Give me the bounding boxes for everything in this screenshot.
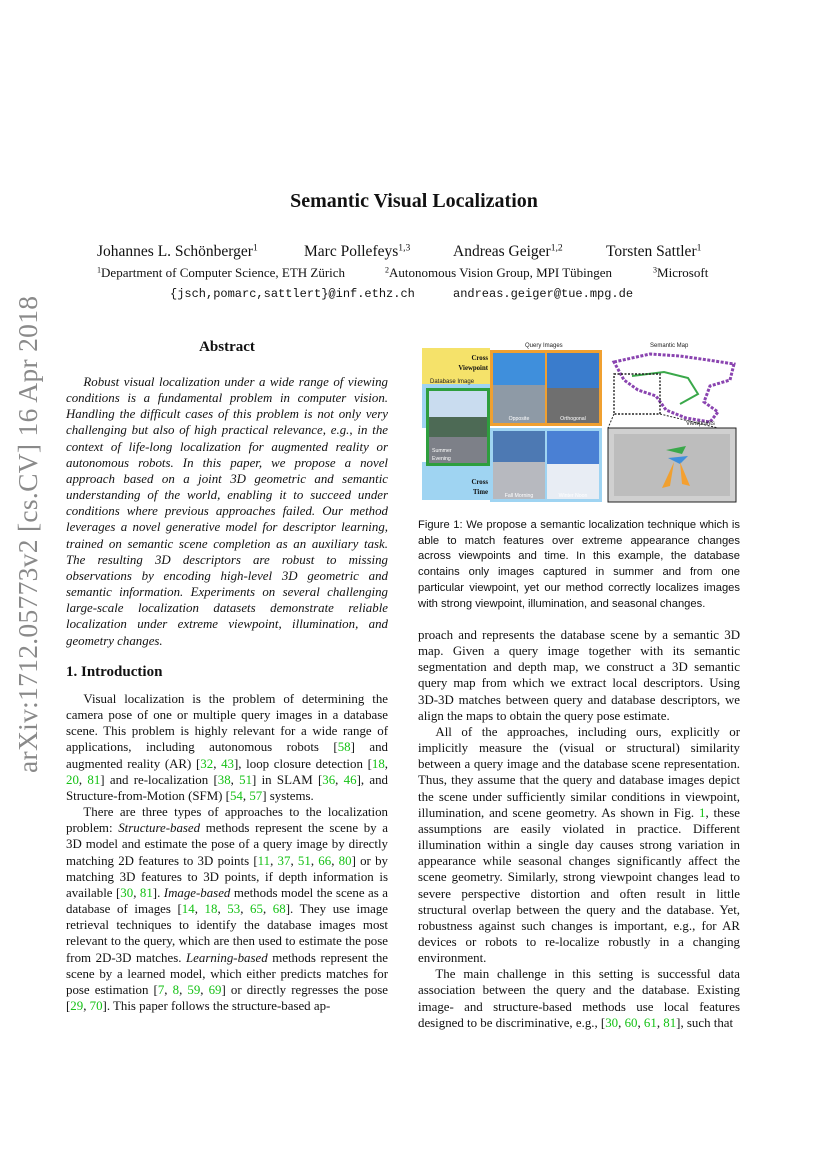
citation[interactable]: 36 [322,772,336,787]
citation[interactable]: 69 [208,982,222,997]
semantic-map-trajectory [614,354,734,422]
intro-paragraph-4: All of the approaches, including ours, explicitly or implicitly measure the (visual or structural) similarity between a query image and the database scene representation. Thus, they assume that the query and database images depict the scene under sufficiently similar conditions in viewpoint, illumination, and scene geometry. As shown in Fig. 1, these assumptions are easily violated in practice. Different illumination within a single day causes strong variation in appearance while seasonal changes significantly affect the scene geometry. Similarly, strong viewpoint changes lead to severe perspective distortion and often result in little structural overlap between the query and the database. Yet, robustness against such changes is important, e.g., for AR devices or robots to re-localize robustly in a changing environment. [418,724,741,966]
affiliation-1: $^1$Department of Computer Science, ETH Zürich [97,265,346,280]
semantic-map-path [632,372,698,404]
email-eth[interactable]: {jsch,pomarc,sattlert}@inf.ethz.ch [170,287,415,301]
affiliation-2: $^2$Autonomous Vision Group, MPI Tübingen [385,265,613,280]
zoomed-map-points [614,434,730,496]
intro-paragraph-2: There are three types of approaches to the localization problem: Structure-based methods represent the scene by a 3D model and estimate the pose of a query image by directly matching 2D features to 3D points [11, 37, 51, 66, 80] or by matching 3D features to 3D points, if depth information is available [30, 81]. Image-based methods model the scene as a database of images [14, 18, 53, 65, 68]. They use image retrieval techniques to identify the database images most relevant to the query, which are then used to estimate the pose from 2D-3D matches. Learning-based methods represent the scene by a learned model, which either predicts matches for pose estimation [7, 8, 59, 69] or directly regresses the pose [29, 70]. This paper follows the structure-based ap- [66,805,389,1013]
citation[interactable]: 66 [318,853,332,868]
intro-paragraph-1: Visual localization is the problem of determining the camera pose of one or multiple query images in a database scene. This problem is highly relevant for a wide range of applications, including autonomous robots [58] and augmented reality (AR) [32, 43], loop closure detection [18, 20, 81] and re-localization [38, 51] in SLAM [36, 46], and Structure-from-Motion (SFM) [54, 57] systems. [66,692,388,803]
citation[interactable]: 43 [221,756,234,771]
author-4: Torsten Sattler$^1$ [606,242,702,260]
citation[interactable]: 58 [337,740,351,755]
database-image-label: Database Image [430,379,475,385]
citation[interactable]: 60 [624,1015,638,1030]
intro-column-2 [418,627,740,1031]
citation[interactable]: 37 [277,853,291,868]
abstract-heading: Abstract [199,339,255,355]
cross-viewpoint-label-1: Cross [471,355,488,362]
citation[interactable]: 18 [204,902,218,917]
author-2: Marc Pollefeys$^{1,3}$ [304,242,411,260]
summer-label-2: Evening [432,456,451,462]
citation[interactable]: 57 [249,788,263,803]
citation[interactable]: 70 [89,998,103,1013]
citation[interactable]: 32 [200,756,214,771]
citation[interactable]: 54 [229,788,243,803]
cross-time-label-1: Cross [471,479,488,486]
citation[interactable]: 68 [272,902,286,917]
summer-label-1: Summer [432,448,452,454]
citation[interactable]: 7 [157,982,165,997]
zoom-line-left [608,414,614,428]
citation[interactable]: 30 [605,1015,619,1030]
query-images-label: Query Images [525,343,563,349]
citation[interactable]: 80 [338,853,352,868]
citation[interactable]: 81 [663,1015,677,1030]
paper-title: Semantic Visual Localization [290,190,538,212]
intro-paragraph-3: proach and represents the database scene by a semantic 3D map. Given a query image together with its semantic segmentation and depth map, we construct a 3D semantic query map from which we extract local descriptors. Using 3D-3D matches between query and database descriptors, we align the maps to obtain the query pose estimate. [418,628,740,723]
intro-column-1 [66,691,388,1014]
intro-paragraph-5: The main challenge in this setting is successful data association between the query and the database. Existing image- and structure-based methods use local features designed to be discriminative, e.g., [30, 60, 61, 81], such that [418,967,740,1030]
opposite-label: Opposite [508,416,530,422]
citation[interactable]: 51 [297,853,311,868]
intro-heading: 1. Introduction [66,664,163,680]
fall-label: Fall Morning [504,493,534,499]
author-3: Andreas Geiger$^{1,2}$ [453,242,563,260]
citation[interactable]: 81 [87,772,101,787]
citation[interactable]: 20 [66,772,79,787]
orthogonal-label: Orthogonal [560,416,586,422]
arxiv-identifier: arXiv:1712.05773v2 [cs.CV] 16 Apr 2018 [12,295,43,773]
citation[interactable]: 81 [139,885,153,900]
citation[interactable]: 18 [371,756,385,771]
figure-1-caption: Figure 1: We propose a semantic localization technique which is able to match features over extreme appearance changes across viewpoints and time. In this example, the database contains only images captured in summer and from one particular viewpoint, yet our method correctly localizes images with strong viewpoint, illumination, and seasonal changes. [418,519,740,610]
winter-label: Winter Noon [558,493,588,499]
citation[interactable]: 38 [217,772,231,787]
citation[interactable]: 30 [120,885,134,900]
abstract-body: Robust visual localization under a wide range of viewing conditions is a fundamental problem in computer vision. Handling the difficult cases of this problem is not only very challenging but also of high practical relevance, e.g., in the context of life-long localization for augmented reality or autonomous robots. In this paper, we propose a novel approach based on a joint 3D geometric and semantic understanding of the world, enabling it to succeed under conditions where previous approaches failed. Our method leverages a novel generative model for descriptor learning, trained on semantic scene completion as an auxiliary task. The resulting 3D descriptors are robust to missing observations by encoding high-level 3D geometric and semantic information. Experiments on several challenging large-scale localization datasets demonstrate reliable localization under extreme viewpoint, illumination, and geometry changes. [66,375,388,648]
citation[interactable]: 53 [227,902,241,917]
database-trees [429,417,487,437]
semantic-map-label: Semantic Map [650,343,689,349]
database-sky [429,391,487,417]
citation[interactable]: 14 [181,902,195,917]
figure-reference[interactable]: 1 [699,805,706,820]
citation[interactable]: 65 [250,902,263,917]
citation[interactable]: 29 [70,998,84,1013]
viewpoints-label: Viewpoints [686,421,715,427]
citation[interactable]: 11 [257,853,271,868]
cross-time-label-2: Time [473,489,488,496]
citation[interactable]: 46 [343,772,357,787]
citation[interactable]: 51 [239,772,253,787]
email-mpi[interactable]: andreas.geiger@tue.mpg.de [453,287,634,301]
author-1: Johannes L. Schönberger$^1$ [97,242,258,260]
affiliation-3: $^3$Microsoft [653,265,709,280]
citation[interactable]: 59 [187,982,201,997]
citation[interactable]: 8 [172,982,180,997]
cross-viewpoint-label-2: Viewpoint [458,365,488,372]
figure-1-image [418,340,740,506]
citation[interactable]: 61 [643,1015,657,1030]
